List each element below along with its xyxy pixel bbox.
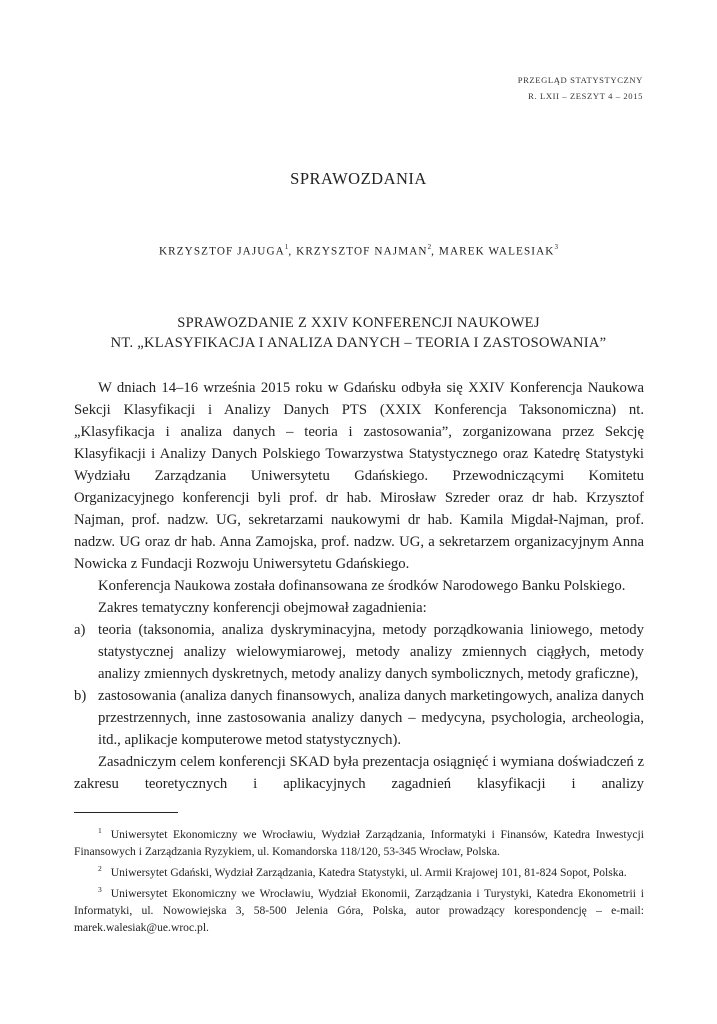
footnotes [74,822,644,936]
footnote-mark: 3 [98,884,102,894]
footnote [74,881,644,936]
footnote-mark: 1 [98,826,102,835]
footnote-text: Uniwersytet Gdański, Wydział Zarządzania, Katedra Statystyki, ul. Armii Krajowej 101, 81-824 Sopot, Polska. [110,865,627,879]
article-title [0,313,717,353]
list-marker: a) [74,622,86,638]
list-item-text: teoria (taksonomia, analiza dyskryminacyjna, metody porządkowania liniowego, metody statystycznej analizy wielowymiarowej, metody analizy zmiennych ciągłych, metody analizy zmiennych dyskretnych, metody analizy danych symbolicznych, metody graficzne), [98,622,644,682]
author-name: KRZYSZTOF JAJUGA [158,245,285,258]
footnote [74,860,644,881]
journal-issue: R. LXII – ZESZYT 4 – 2015 [528,91,643,101]
author-footnote-mark: 3 [554,243,558,251]
author-footnote-mark: 1 [284,243,289,251]
article-title-line: NT. „KLASYFIKACJA I ANALIZA DANYCH – TEORIA I ZASTOSOWANIA” [110,335,607,351]
journal-name: PRZEGLĄD STATYSTYCZNY [517,75,643,85]
author-name: MAREK WALESIAK [438,245,555,258]
list-item [74,619,644,685]
article-title-line: SPRAWOZDANIE Z XXIV KONFERENCJI NAUKOWEJ [177,315,540,331]
article-body [74,377,644,795]
body-paragraph: W dniach 14–16 września 2015 roku w Gdańsku odbyła się XXIV Konferencja Naukowa Sekcji Klasyfikacji i Analizy Danych PTS (XXIX Konferencja Taksonomiczna) nt. „Klasyfikacja i analiza danych – teoria i zastosowania”, zorganizowana przez Sekcję Klasyfikacji i Analizy Danych Polskiego Towarzystwa Statystycznego oraz Katedrę Statystyki Wydziału Zarządzania Uniwersytetu Gdańskiego. Przewodniczącymi Komitetu Organizacyjnego konferencji byli prof. dr hab. Mirosław Szreder oraz dr hab. Krzysztof Najman, prof. nadzw. UG, sekretarzami naukowymi dr hab. Kamila Migdał-Najman, prof. nadzw. UG oraz dr hab. Anna Zamojska, prof. nadzw. UG, a sekretarzem organizacyjnym Anna Nowicka z Fundacji Rozwoju Uniwersytetu Gdańskiego. [74,380,644,572]
footnote-text: Uniwersytet Ekonomiczny we Wrocławiu, Wydział Ekonomii, Zarządzania i Turystyki, Katedra Ekonometrii i Informatyki, ul. Nowowiejska 3, 58-500 Jelenia Góra, Polska, autor prowadzący korespondencję – e-mail: marek.walesiak@ue.wroc.pl. [74,886,644,934]
list-item-text: zastosowania (analiza danych finansowych, analiza danych marketingowych, analiza danych przestrzennych, inne zastosowania analizy danych – medycyna, psychologia, archeologia, itd., aplikacje komputerowe metod statystycznych). [98,688,644,748]
footnote-mark: 2 [98,863,102,873]
list-item [74,685,644,751]
footnote-text: Uniwersytet Ekonomiczny we Wrocławiu, Wydział Zarządzania, Informatyki i Finansów, Katedra Inwestycji Finansowych i Zarządzania Ryzykiem, ul. Komandorska 118/120, 53-345 Wrocław, Polska. [74,827,644,858]
body-paragraph: Zasadniczym celem konferencji SKAD była prezentacja osiągnięć i wymiana doświadczeń z zakresu teoretycznych i aplikacyjnych zagadnień klasyfikacji i analizy [74,754,644,792]
footnote [74,822,644,860]
author-footnote-mark: 2 [427,243,432,251]
list-marker: b) [74,688,87,704]
body-paragraph: Zakres tematyczny konferencji obejmował zagadnienia: [98,600,427,616]
author-name: KRZYSZTOF NAJMAN [296,245,428,258]
journal-header [518,72,643,104]
footnote-divider [74,812,178,813]
author-list: KRZYSZTOF JAJUGA$^1$, KRZYSZTOF NAJMAN$^2$, MAREK WALESIAK$^3$ [158,243,558,258]
body-paragraph: Konferencja Naukowa została dofinansowana ze środków Narodowego Banku Polskiego. [98,578,626,594]
section-title: SPRAWOZDANIA [290,169,427,188]
